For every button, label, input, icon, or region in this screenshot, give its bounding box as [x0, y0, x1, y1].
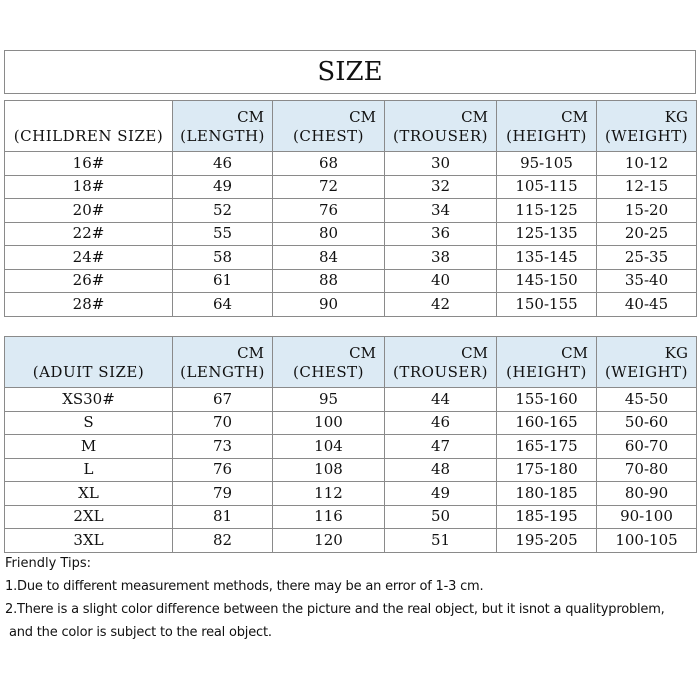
column-header-weight [597, 101, 697, 152]
value-cell: 32 [385, 175, 497, 199]
value-cell: 95 [273, 388, 385, 412]
value-cell: 30 [385, 152, 497, 176]
value-cell: 40-45 [597, 293, 697, 317]
column-header-length [173, 337, 273, 388]
column-label: (TROUSER) [393, 363, 488, 381]
value-cell: 72 [273, 175, 385, 199]
size-cell: 22# [5, 222, 173, 246]
header-row [5, 337, 697, 388]
unit-label: CM [349, 344, 376, 362]
size-cell: 16# [5, 152, 173, 176]
size-cell: 2XL [5, 505, 173, 529]
value-cell: 45-50 [597, 388, 697, 412]
column-label: (TROUSER) [393, 127, 488, 145]
value-cell: 46 [173, 152, 273, 176]
unit-label: CM [349, 108, 376, 126]
size-cell: 28# [5, 293, 173, 317]
value-cell: 185-195 [497, 505, 597, 529]
value-cell: 52 [173, 199, 273, 223]
value-cell: 20-25 [597, 222, 697, 246]
column-label: (LENGTH) [180, 363, 265, 381]
value-cell: 84 [273, 246, 385, 270]
size-cell: 24# [5, 246, 173, 270]
tip-line-3: and the color is subject to the real object. [9, 625, 272, 640]
value-cell: 36 [385, 222, 497, 246]
value-cell: 51 [385, 529, 497, 553]
value-cell: 82 [173, 529, 273, 553]
tip-line-1: 1.Due to different measurement methods, there may be an error of 1-3 cm. [5, 579, 484, 594]
value-cell: 25-35 [597, 246, 697, 270]
value-cell: 81 [173, 505, 273, 529]
value-cell: 160-165 [497, 411, 597, 435]
column-label: (CHEST) [293, 127, 364, 145]
value-cell: 49 [173, 175, 273, 199]
value-cell: 90-100 [597, 505, 697, 529]
size-cell: L [5, 458, 173, 482]
unit-label: CM [561, 344, 588, 362]
value-cell: 58 [173, 246, 273, 270]
table-row [5, 435, 697, 459]
value-cell: 155-160 [497, 388, 597, 412]
value-cell: 42 [385, 293, 497, 317]
column-header-chest [273, 337, 385, 388]
table-row [5, 293, 697, 317]
value-cell: 105-115 [497, 175, 597, 199]
value-cell: 55 [173, 222, 273, 246]
table-row [5, 388, 697, 412]
table-row [5, 505, 697, 529]
table-row [5, 152, 697, 176]
size-cell: S [5, 411, 173, 435]
children-size-table [4, 100, 697, 317]
value-cell: 60-70 [597, 435, 697, 459]
column-header-height [497, 337, 597, 388]
category-label: (CHILDREN SIZE) [13, 127, 164, 145]
size-cell: 3XL [5, 529, 173, 553]
size-cell: 26# [5, 269, 173, 293]
column-label: (HEIGHT) [506, 127, 587, 145]
size-cell: XL [5, 482, 173, 506]
value-cell: 145-150 [497, 269, 597, 293]
adult-size-table [4, 336, 697, 553]
size-cell: 18# [5, 175, 173, 199]
value-cell: 135-145 [497, 246, 597, 270]
column-header-height [497, 101, 597, 152]
column-label: (WEIGHT) [604, 363, 689, 381]
unit-label: CM [237, 344, 264, 362]
column-label: (CHEST) [293, 363, 364, 381]
value-cell: 46 [385, 411, 497, 435]
value-cell: 90 [273, 293, 385, 317]
tip-line-2: 2.There is a slight color difference between the picture and the real object, but it isnot a qualityproblem, [5, 602, 665, 617]
unit-label: CM [237, 108, 264, 126]
value-cell: 38 [385, 246, 497, 270]
column-header-chest [273, 101, 385, 152]
value-cell: 35-40 [597, 269, 697, 293]
value-cell: 44 [385, 388, 497, 412]
column-label: (HEIGHT) [506, 363, 587, 381]
value-cell: 116 [273, 505, 385, 529]
table-row [5, 458, 697, 482]
table-row [5, 246, 697, 270]
size-cell: M [5, 435, 173, 459]
table-row [5, 411, 697, 435]
header-row [5, 101, 697, 152]
value-cell: 95-105 [497, 152, 597, 176]
value-cell: 61 [173, 269, 273, 293]
value-cell: 50 [385, 505, 497, 529]
value-cell: 70-80 [597, 458, 697, 482]
value-cell: 104 [273, 435, 385, 459]
value-cell: 175-180 [497, 458, 597, 482]
category-header [5, 337, 173, 388]
column-label: (WEIGHT) [604, 127, 689, 145]
column-header-trouser [385, 337, 497, 388]
value-cell: 48 [385, 458, 497, 482]
value-cell: 68 [273, 152, 385, 176]
category-label: (ADUIT SIZE) [32, 363, 145, 381]
unit-label: CM [561, 108, 588, 126]
unit-label: KG [664, 108, 688, 126]
value-cell: 49 [385, 482, 497, 506]
value-cell: 195-205 [497, 529, 597, 553]
value-cell: 73 [173, 435, 273, 459]
value-cell: 120 [273, 529, 385, 553]
tips-title: Friendly Tips: [5, 556, 91, 571]
size-cell: XS30# [5, 388, 173, 412]
value-cell: 12-15 [597, 175, 697, 199]
value-cell: 125-135 [497, 222, 597, 246]
value-cell: 50-60 [597, 411, 697, 435]
value-cell: 34 [385, 199, 497, 223]
table-row [5, 222, 697, 246]
value-cell: 79 [173, 482, 273, 506]
friendly-tips [5, 552, 697, 644]
value-cell: 76 [173, 458, 273, 482]
value-cell: 47 [385, 435, 497, 459]
value-cell: 76 [273, 199, 385, 223]
value-cell: 64 [173, 293, 273, 317]
value-cell: 80 [273, 222, 385, 246]
column-header-trouser [385, 101, 497, 152]
value-cell: 80-90 [597, 482, 697, 506]
column-header-length [173, 101, 273, 152]
unit-label: CM [461, 344, 488, 362]
unit-label: KG [664, 344, 688, 362]
value-cell: 100-105 [597, 529, 697, 553]
value-cell: 70 [173, 411, 273, 435]
table-row [5, 529, 697, 553]
chart-title: SIZE [4, 50, 696, 94]
value-cell: 112 [273, 482, 385, 506]
value-cell: 180-185 [497, 482, 597, 506]
value-cell: 10-12 [597, 152, 697, 176]
value-cell: 150-155 [497, 293, 597, 317]
value-cell: 40 [385, 269, 497, 293]
value-cell: 165-175 [497, 435, 597, 459]
table-row [5, 199, 697, 223]
table-row [5, 482, 697, 506]
value-cell: 88 [273, 269, 385, 293]
column-label: (LENGTH) [180, 127, 265, 145]
value-cell: 67 [173, 388, 273, 412]
value-cell: 108 [273, 458, 385, 482]
unit-label: CM [461, 108, 488, 126]
size-cell: 20# [5, 199, 173, 223]
value-cell: 115-125 [497, 199, 597, 223]
category-header [5, 101, 173, 152]
table-row [5, 175, 697, 199]
value-cell: 100 [273, 411, 385, 435]
table-row [5, 269, 697, 293]
value-cell: 15-20 [597, 199, 697, 223]
column-header-weight [597, 337, 697, 388]
